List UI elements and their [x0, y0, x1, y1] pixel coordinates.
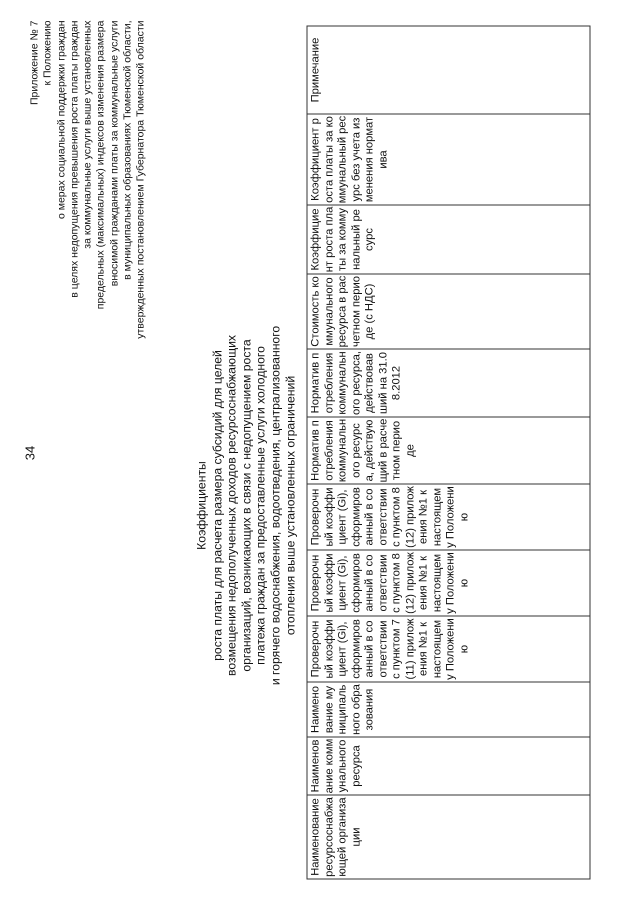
title-heading: Коэффициенты: [194, 460, 208, 550]
appendix-line: за коммунальные услуги выше установленных: [81, 20, 94, 249]
document-title: [194, 255, 297, 755]
header-cell-resource: Наименование коммунального ресурса: [307, 737, 590, 795]
header-cell-municipality: Наименование муниципального образования: [307, 682, 590, 737]
coefficients-table: [306, 25, 590, 879]
appendix-line: Приложение № 7: [28, 20, 40, 105]
appendix-line: в муниципальных образованиях Тюменской области,: [121, 20, 134, 280]
header-cell-growth-coefficient: Коэффициент роста платы за коммунальный ресурс: [307, 205, 590, 274]
appendix-line: о мерах социальной поддержки граждан: [54, 20, 67, 219]
header-cell-check-coefficient-7-11: Проверочный коэффициент (Gi), сформированный в соответствии с пунктом 7 (11) приложения №1 к настоящему Положению: [307, 616, 590, 682]
title-line: роста платы для расчета размера субсидий для целей: [209, 349, 224, 661]
title-line: и горячего водоснабжения, водоотведения, централизованного: [267, 325, 282, 685]
appendix-line: к Положению: [41, 20, 54, 86]
appendix-line: вносимой гражданами платы за коммунальные услуги: [107, 20, 120, 286]
header-cell-cost: Стоимость коммунального ресурса в расчетном периоде (с НДС): [307, 274, 590, 349]
header-cell-check-coefficient-8-12: Проверочный коэффициент (Gi), сформированный в соответствии с пунктом 8 (12) приложения №1 к настоящему Положению: [307, 550, 590, 616]
header-cell-supplier: Наименование ресурсоснабжающей организации: [307, 795, 590, 879]
appendix-line: утвержденных постановлением Губернатора Тюменской области: [134, 20, 147, 339]
title-line: возмещения недополученных доходов ресурсоснабжающих: [224, 334, 239, 676]
header-cell-note: Примечание: [307, 26, 590, 114]
appendix-line: предельных (максимальных) индексов изменения размера: [94, 20, 107, 309]
title-line: отопления выше установленных ограничений: [282, 375, 297, 635]
header-cell-norm-current: Норматив потребления коммунального ресурса, действующий в расчетном периоде: [307, 417, 590, 484]
title-line: платежа граждан за предоставленные услуги холодного: [253, 345, 268, 665]
header-cell-growth-coefficient-no-norm: Коэффициент роста платы за коммунальный ресурс без учета изменения норматива: [307, 114, 590, 205]
title-line: организаций, возникающих в связи с недопущением роста: [238, 338, 253, 672]
appendix-reference: [28, 20, 148, 440]
appendix-line: в целях недопущения превышения роста платы граждан: [67, 20, 80, 298]
header-cell-norm-2012: Норматив потребления коммунального ресурса, действовавший на 31.08.2012: [307, 349, 590, 417]
table-header-row: [307, 26, 590, 879]
page-number: 34: [22, 445, 37, 460]
header-cell-check-coefficient-8-12-b: Проверочный коэффициент (Gi), сформированный в соответствии с пунктом 8 (12) приложения №1 к настоящему Положению: [307, 484, 590, 550]
